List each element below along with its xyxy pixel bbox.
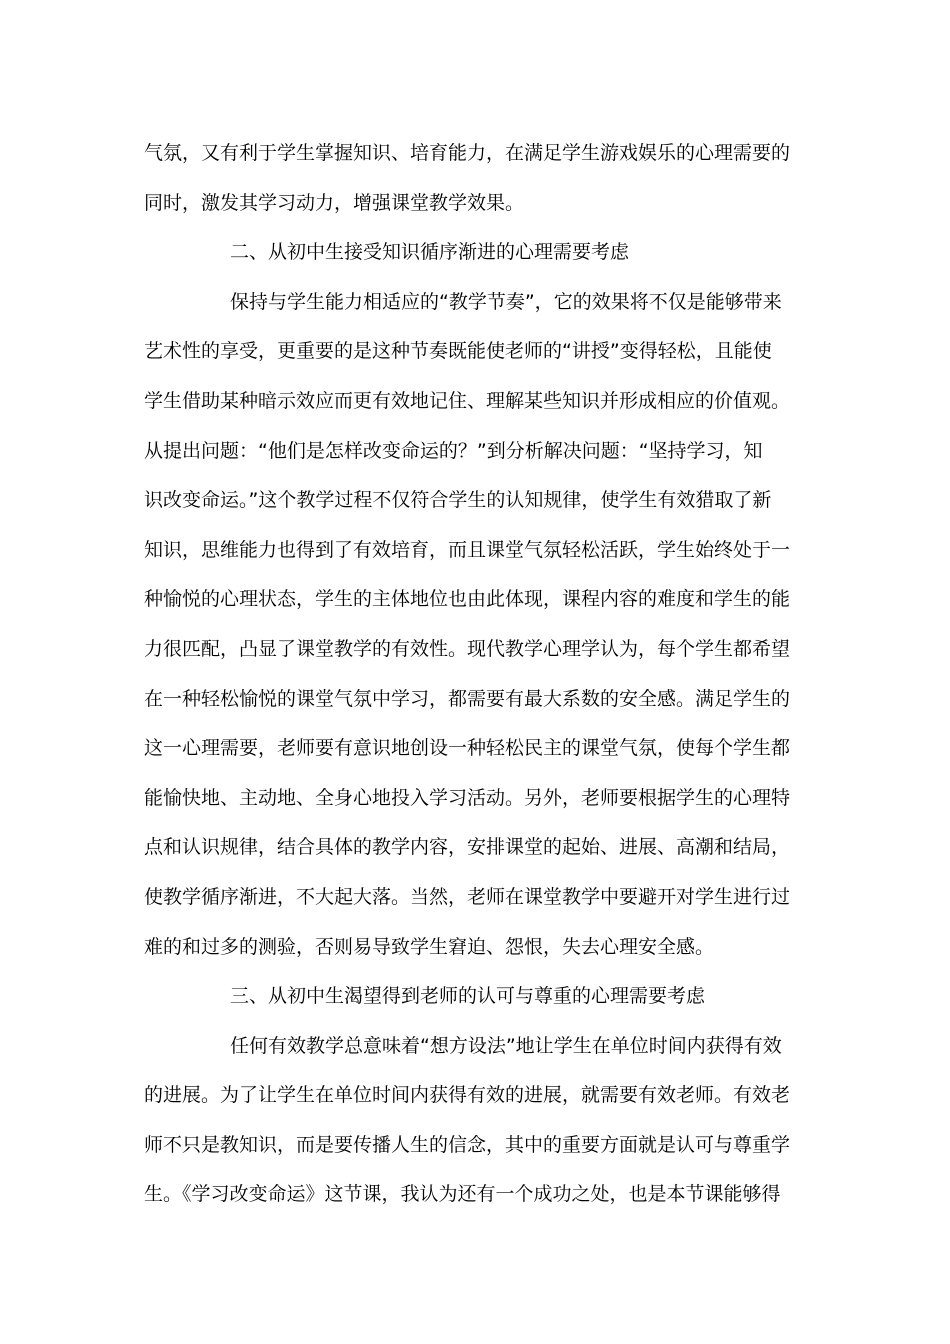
text-line: 知识，思维能力也得到了有效培育，而且课堂气氛轻松活跃，学生始终处于一: [144, 538, 791, 561]
text-line: 任何有效教学总意味着“想方设法”地让学生在单位时间内获得有效: [230, 1034, 782, 1057]
section-2-heading: [144, 228, 806, 278]
text-line: 识改变命运。”这个教学过程不仅符合学生的认知规律，使学生有效猎取了新: [144, 489, 772, 512]
text-line: 使教学循序渐进，不大起大落。当然，老师在课堂教学中要避开对学生进行过: [144, 885, 791, 908]
section-heading: 二、从初中生接受知识循序渐进的心理需要考虑: [230, 241, 630, 264]
section-3-heading: [144, 972, 806, 1022]
body-text: [144, 129, 806, 1220]
section-2-paragraph: [144, 278, 806, 972]
text-line: 在一种轻松愉悦的课堂气氛中学习，都需要有最大系数的安全感。满足学生的: [144, 687, 791, 710]
text-line: 师不只是教知识，而是要传播人生的信念，其中的重要方面就是认可与尊重学: [144, 1133, 791, 1156]
text-line: 的进展。为了让学生在单位时间内获得有效的进展，就需要有效老师。有效老: [144, 1084, 791, 1107]
text-line: 难的和过多的测验，否则易导致学生窘迫、怨恨，失去心理安全感。: [144, 935, 715, 958]
text-line: 保持与学生能力相适应的“教学节奏”，它的效果将不仅是能够带来: [230, 290, 782, 313]
text-line: 生。《学习改变命运》这节课，我认为还有一个成功之处，也是本节课能够得: [144, 1183, 781, 1206]
text-line: 气氛，又有利于学生掌握知识、培育能力，在满足学生游戏娱乐的心理需要的: [144, 142, 791, 164]
text-line: 点和认识规律，结合具体的教学内容，安排课堂的起始、进展、高潮和结局，: [144, 836, 791, 859]
text-line: 同时，激发其学习动力，增强课堂教学效果。: [144, 191, 525, 214]
text-line: 学生借助某种暗示效应而更有效地记住、理解某些知识并形成相应的价值观。: [144, 389, 791, 412]
text-line: 能愉快地、主动地、全身心地投入学习活动。另外，老师要根据学生的心理特: [144, 786, 791, 809]
section-heading: 三、从初中生渴望得到老师的认可与尊重的心理需要考虑: [230, 985, 706, 1008]
section-3-paragraph: [144, 1022, 806, 1220]
text-line: 力很匹配，凸显了课堂教学的有效性。现代教学心理学认为，每个学生都希望: [144, 637, 791, 660]
text-line: 种愉悦的心理状态，学生的主体地位也由此体现，课程内容的难度和学生的能: [144, 588, 791, 611]
intro-paragraph: [144, 129, 806, 228]
text-line: 艺术性的享受，更重要的是这种节奏既能使老师的“讲授”变得轻松，且能使: [144, 340, 772, 363]
text-line: 从提出问题：“他们是怎样改变命运的？”到分析解决问题：“坚持学习，知: [144, 439, 763, 462]
text-line: 这一心理需要，老师要有意识地创设一种轻松民主的课堂气氛，使每个学生都: [144, 737, 791, 760]
